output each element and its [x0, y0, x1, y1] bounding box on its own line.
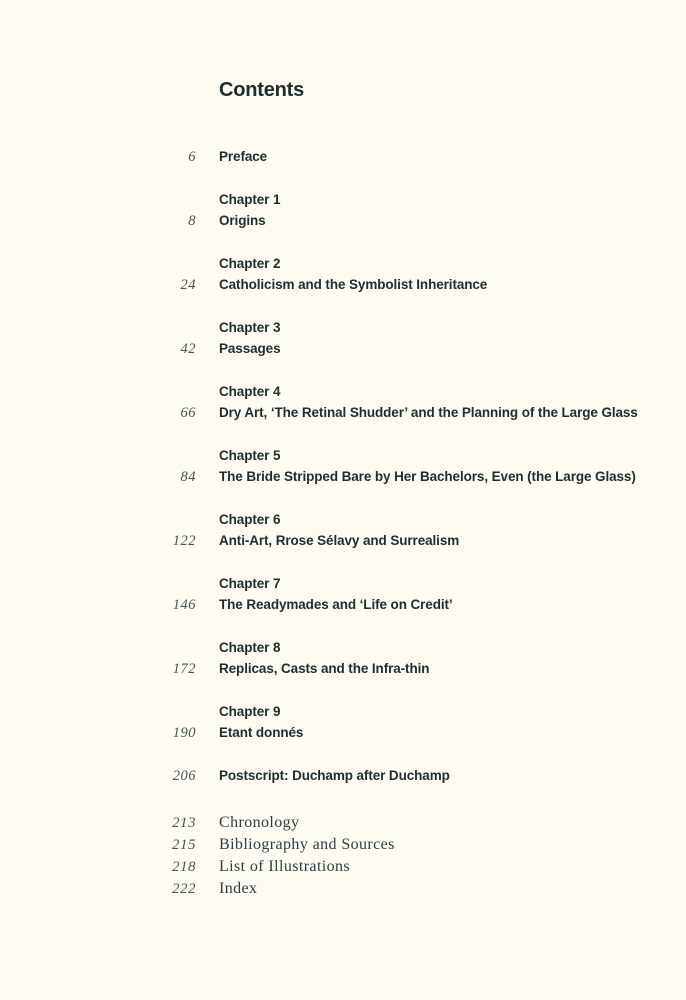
toc-entry — [0, 317, 686, 360]
toc-row — [0, 878, 686, 900]
toc-row — [0, 812, 686, 834]
page-number: 222 — [172, 881, 196, 897]
toc-row — [0, 509, 686, 530]
toc-row — [0, 594, 686, 616]
chapter-heading: Chapter 1 — [219, 192, 281, 207]
back-matter-item: Chronology — [219, 814, 300, 831]
page-number: 206 — [172, 768, 196, 784]
chapter-heading: Chapter 9 — [219, 704, 281, 719]
toc-row — [0, 573, 686, 594]
toc-row — [0, 381, 686, 402]
chapter-title: Replicas, Casts and the Infra-thin — [219, 661, 430, 676]
page-number: 190 — [172, 725, 196, 741]
toc-row — [0, 466, 686, 488]
chapter-title: Passages — [219, 341, 281, 356]
toc-row — [0, 189, 686, 210]
chapter-heading: Chapter 5 — [219, 448, 281, 463]
table-of-contents — [0, 146, 686, 787]
toc-entry — [0, 509, 686, 552]
back-matter-item: List of Illustrations — [219, 858, 351, 875]
chapter-title: Dry Art, ‘The Retinal Shudder’ and the Planning of the Large Glass — [219, 405, 638, 420]
chapter-title: Postscript: Duchamp after Duchamp — [219, 768, 450, 783]
toc-row — [0, 722, 686, 744]
toc-row — [0, 274, 686, 296]
toc-row — [0, 765, 686, 787]
page-number: 6 — [188, 149, 196, 165]
chapter-title: Origins — [219, 213, 266, 228]
chapter-title: The Readymades and ‘Life on Credit’ — [219, 597, 453, 612]
toc-row — [0, 856, 686, 878]
page-number: 84 — [180, 469, 196, 485]
toc-row — [0, 834, 686, 856]
page-title: Contents — [219, 79, 305, 101]
back-matter-item: Index — [219, 880, 258, 897]
page-number: 218 — [172, 859, 196, 875]
chapter-heading: Chapter 8 — [219, 640, 281, 655]
toc-row — [0, 445, 686, 466]
toc-row — [0, 146, 686, 168]
chapter-title: Etant donnés — [219, 725, 304, 740]
toc-entry — [0, 573, 686, 616]
toc-entry — [0, 445, 686, 488]
toc-entry — [0, 701, 686, 744]
page-number: 215 — [172, 837, 196, 853]
chapter-heading: Chapter 4 — [219, 384, 281, 399]
toc-row — [0, 637, 686, 658]
toc-entry — [0, 146, 686, 168]
chapter-heading: Chapter 6 — [219, 512, 281, 527]
chapter-heading: Chapter 2 — [219, 256, 281, 271]
page-number: 24 — [180, 277, 196, 293]
page-number: 213 — [172, 815, 196, 831]
page-number: 8 — [188, 213, 196, 229]
toc-row — [0, 701, 686, 722]
toc-row — [0, 402, 686, 424]
toc-entry — [0, 189, 686, 232]
chapter-title: Preface — [219, 149, 268, 164]
page-number: 42 — [180, 341, 196, 357]
chapter-heading: Chapter 3 — [219, 320, 281, 335]
toc-row — [0, 658, 686, 680]
chapter-heading: Chapter 7 — [219, 576, 281, 591]
toc-entry — [0, 765, 686, 787]
chapter-title: Catholicism and the Symbolist Inheritance — [219, 277, 488, 292]
toc-row — [0, 317, 686, 338]
page-number: 146 — [172, 597, 196, 613]
toc-row — [0, 253, 686, 274]
back-matter-item: Bibliography and Sources — [219, 836, 395, 853]
toc-entry — [0, 637, 686, 680]
page-number: 66 — [180, 405, 196, 421]
toc-row — [0, 530, 686, 552]
back-matter-list — [0, 812, 686, 900]
chapter-title: The Bride Stripped Bare by Her Bachelors, Even (the Large Glass) — [219, 469, 636, 484]
toc-row — [0, 210, 686, 232]
toc-entry — [0, 253, 686, 296]
toc-entry — [0, 381, 686, 424]
page-number: 172 — [172, 661, 196, 677]
page-number: 122 — [172, 533, 196, 549]
chapter-title: Anti-Art, Rrose Sélavy and Surrealism — [219, 533, 460, 548]
toc-row — [0, 338, 686, 360]
